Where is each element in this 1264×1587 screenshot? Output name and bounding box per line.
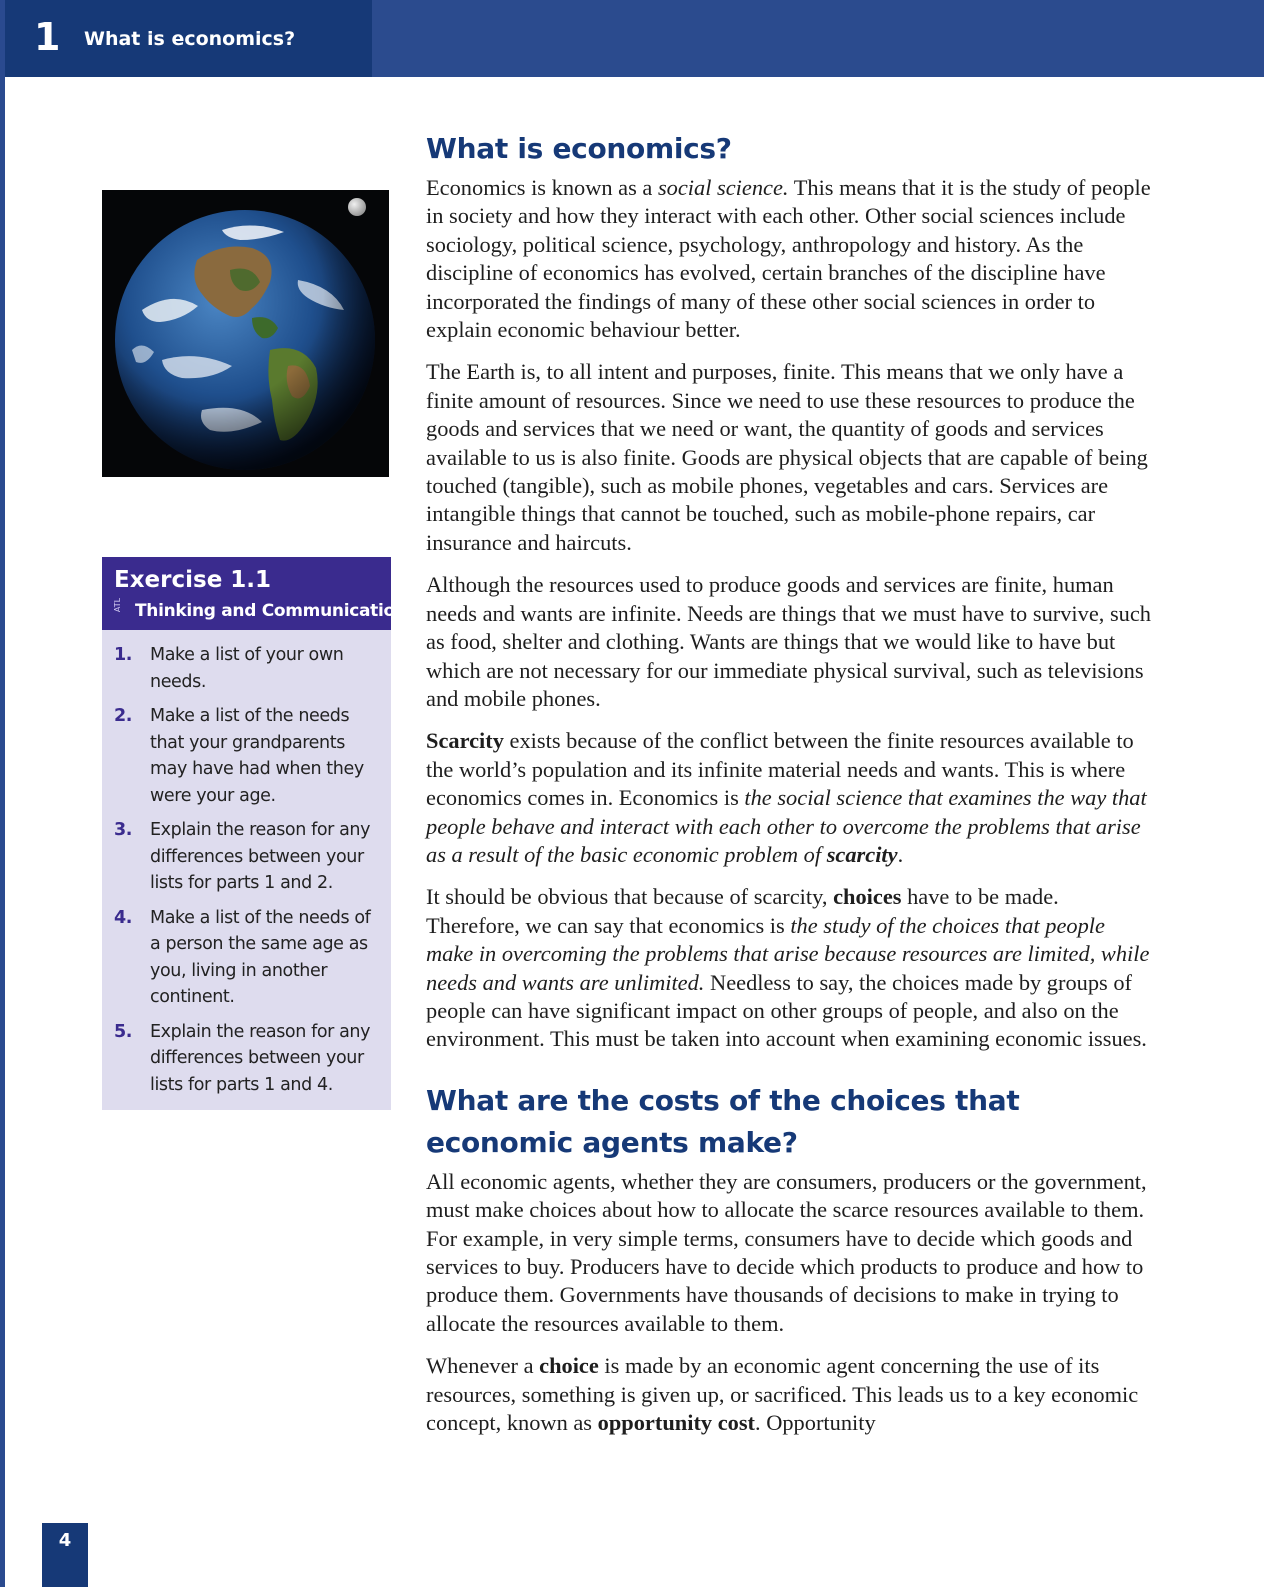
- earth-globe-icon: [102, 190, 389, 477]
- exercise-item-text: Make a list of the needs that your grandparents may have had when they were your age.: [150, 706, 364, 806]
- paragraph: [426, 727, 1156, 869]
- exercise-item: [102, 905, 391, 1011]
- paragraph: [426, 174, 1156, 344]
- exercise-list: [102, 642, 391, 1106]
- exercise-item-text: Make a list of the needs of a person the same age as you, living in another continent.: [150, 907, 371, 1007]
- exercise-item: [102, 703, 391, 809]
- text-run: Whenever a: [426, 1353, 540, 1379]
- text-run: . Opportunity: [755, 1410, 876, 1436]
- chapter-title: What is economics?: [84, 28, 296, 50]
- key-term: choice: [539, 1353, 599, 1379]
- exercise-item: [102, 1019, 391, 1099]
- key-term: opportunity cost: [597, 1410, 755, 1436]
- page-number: 4: [58, 1530, 72, 1551]
- key-term: Scarcity: [426, 728, 504, 754]
- section-heading: What are the costs of the choices that economic agents make?: [426, 1083, 1020, 1159]
- main-column: [426, 128, 1156, 1437]
- exercise-item-number: 1.: [114, 645, 133, 665]
- section-heading: What is economics?: [426, 132, 732, 165]
- paragraph: Although the resources used to produce goods and services are finite, human needs and wants are infinite. Needs are things that we must have to survive, such as food, shelter and clothing. Wants are things that we would like to have but which are not necessary for our immediate physical survival, such as televisions and mobile phones.: [426, 572, 1152, 711]
- paragraph: The Earth is, to all intent and purposes, finite. This means that we only have a finite amount of resources. Since we need to use these resources to produce the goods and services that we need or want, the quantity of goods and services available to us is also finite. Goods are physical objects that are capable of being touched (tangible), such as mobile phones, vegetables and cars. Services are intangible things that cannot be touched, such as mobile-phone repairs, car insurance and haircuts.: [426, 359, 1148, 555]
- text-run: exists because of the conflict between the finite resources available to the world’s population and its infinite material needs and wants. This is where economics comes in. Economics is: [426, 728, 1134, 811]
- italic-definition: the study of the choices that people make in overcoming the problems that arise because resources are limited, while needs and wants are unlimited.: [426, 912, 1150, 995]
- exercise-title: Exercise 1.1: [114, 567, 272, 593]
- text-run: .: [897, 841, 904, 867]
- paragraph: [426, 883, 1156, 1053]
- text-run: is made by an economic agent concerning the use of its resources, something is given up, or sacrificed. This leads us to a key economic concept, known as: [426, 1353, 1139, 1436]
- exercise-item-text: Explain the reason for any differences between your lists for parts 1 and 4.: [150, 1021, 371, 1095]
- earth-image: [102, 190, 389, 477]
- italic-term: social science.: [657, 175, 789, 200]
- exercise-item-number: 5.: [114, 1021, 133, 1042]
- text-run: Economics is known as a: [426, 175, 658, 200]
- key-term: choices: [833, 884, 902, 910]
- exercise-header: [102, 557, 407, 630]
- key-term: scarcity: [826, 841, 898, 867]
- exercise-item: [102, 642, 391, 695]
- atl-tag: ATL: [113, 597, 123, 613]
- exercise-item-text: Make a list of your own needs.: [150, 645, 344, 692]
- text-run: It should be obvious that because of scarcity,: [426, 884, 834, 910]
- exercise-subtitle: Thinking and Communication: [135, 601, 407, 621]
- exercise-box: [102, 557, 407, 1110]
- exercise-item: [102, 817, 391, 897]
- exercise-item-number: 4.: [114, 907, 133, 928]
- exercise-item-number: 2.: [114, 706, 133, 726]
- italic-definition: the social science that examines the way that people behave and interact with each other to overcome the problems that arise as a result of the basic economic problem of: [426, 785, 1147, 867]
- paragraph: All economic agents, whether they are consumers, producers or the government, must make choices about how to allocate the scarce resources available to them. For example, in very simple terms, consumers have to decide which goods and services to buy. Producers have to decide which products to produce and how to produce them. Governments have thousands of decisions to make in trying to allocate the resources available to them.: [426, 1168, 1147, 1336]
- paragraph: [426, 1352, 1156, 1437]
- text-run: have to be made. Therefore, we can say that economics is: [426, 884, 1059, 938]
- text-run: Needless to say, the choices made by groups of people can have significant impact on other groups of people, and also on the environment. This must be taken into account when examining economic issues.: [426, 969, 1147, 1052]
- text-run: This means that it is the study of people in society and how they interact with each other. Other social sciences include sociology, political science, psychology, anthropology and history. As the discipline of economics has evolved, certain branches of the discipline have incorporated the findings of many of these other social sciences in order to explain economic behaviour better.: [426, 175, 1151, 343]
- left-margin-rule: [0, 0, 5, 1587]
- chapter-number: 1: [34, 15, 61, 59]
- exercise-item-text: Explain the reason for any differences between your lists for parts 1 and 2.: [150, 820, 371, 893]
- exercise-item-number: 3.: [114, 820, 133, 840]
